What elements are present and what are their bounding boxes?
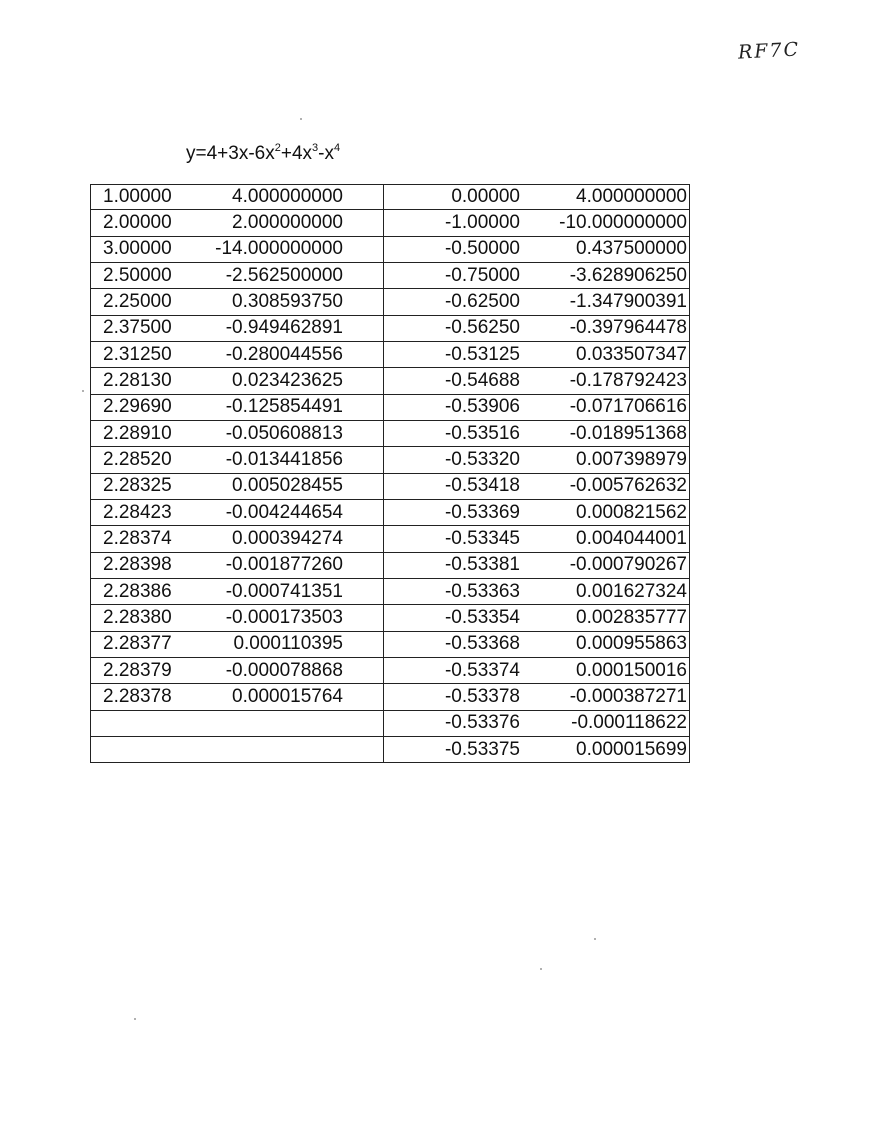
y-value-cell: -0.004244654: [225, 501, 343, 523]
table-row: [90, 711, 384, 737]
scan-speck: [594, 938, 596, 940]
exponent: 3: [312, 142, 319, 154]
x-value-cell: 3.00000: [103, 238, 172, 260]
y-value-cell: 0.308593750: [232, 290, 343, 312]
x-value-cell: 2.28380: [103, 606, 172, 628]
x-value-cell: -0.53125: [444, 343, 520, 365]
y-value-cell: 0.002835777: [576, 606, 687, 628]
iteration-table: [90, 184, 690, 763]
x-value-cell: -0.53381: [444, 554, 520, 576]
y-value-cell: -0.001877260: [225, 554, 343, 576]
positive-root-table: [90, 184, 384, 763]
y-value-cell: 0.033507347: [576, 343, 687, 365]
x-value-cell: -0.75000: [444, 264, 520, 286]
x-value-cell: 2.50000: [103, 264, 172, 286]
y-value-cell: 0.000110395: [233, 633, 343, 655]
x-value-cell: -0.50000: [444, 238, 520, 260]
y-value-cell: -14.000000000: [215, 238, 343, 260]
table-row: [90, 289, 384, 315]
y-value-cell: 0.000015699: [576, 738, 687, 760]
x-value-cell: 2.28374: [103, 527, 172, 549]
y-value-cell: -2.562500000: [225, 264, 343, 286]
table-row: [90, 605, 384, 631]
exponent: 2: [274, 142, 281, 154]
x-value-cell: 2.28379: [103, 659, 172, 681]
table-row: [384, 421, 690, 447]
y-value-cell: 0.000821562: [576, 501, 687, 523]
x-value-cell: 2.25000: [103, 290, 172, 312]
equation-heading: [186, 143, 340, 165]
x-value-cell: 2.37500: [103, 317, 172, 339]
negative-root-table: [384, 184, 690, 763]
table-row: [90, 316, 384, 342]
y-value-cell: -0.178792423: [569, 369, 687, 391]
y-value-cell: -0.949462891: [225, 317, 343, 339]
table-row: [384, 526, 690, 552]
x-value-cell: -0.62500: [444, 290, 520, 312]
table-row: [90, 368, 384, 394]
table-row: [384, 605, 690, 631]
x-value-cell: 2.29690: [103, 396, 172, 418]
y-value-cell: 4.000000000: [232, 186, 343, 208]
scan-speck: [300, 118, 302, 120]
table-row: [384, 737, 690, 763]
x-value-cell: 2.28520: [103, 448, 172, 470]
x-value-cell: 1.00000: [103, 186, 172, 208]
x-value-cell: -0.53368: [444, 633, 520, 655]
x-value-cell: 2.28325: [103, 475, 172, 497]
table-row: [384, 395, 690, 421]
y-value-cell: 0.001627324: [576, 580, 687, 602]
y-value-cell: -1.347900391: [569, 290, 687, 312]
y-value-cell: -10.000000000: [559, 211, 687, 233]
table-row: [90, 500, 384, 526]
x-value-cell: 2.28386: [103, 580, 172, 602]
table-row: [90, 184, 384, 210]
y-value-cell: 0.023423625: [232, 369, 343, 391]
table-row: [384, 342, 690, 368]
y-value-cell: -0.000741351: [225, 580, 343, 602]
y-value-cell: -0.050608813: [225, 422, 343, 444]
equation-part: y=4+3x-6x: [186, 143, 275, 164]
table-row: [384, 711, 690, 737]
x-value-cell: -0.53376: [444, 712, 520, 734]
table-row: [384, 210, 690, 236]
x-value-cell: 2.28130: [103, 369, 172, 391]
x-value-cell: 0.00000: [451, 186, 520, 208]
x-value-cell: 2.28398: [103, 554, 172, 576]
x-value-cell: -0.56250: [444, 317, 520, 339]
x-value-cell: -0.53369: [444, 501, 520, 523]
x-value-cell: 2.28377: [103, 633, 172, 655]
y-value-cell: -0.000173503: [225, 606, 343, 628]
x-value-cell: -0.53345: [444, 527, 520, 549]
x-value-cell: 2.28378: [103, 685, 172, 707]
x-value-cell: 2.00000: [103, 211, 172, 233]
y-value-cell: -0.397964478: [569, 317, 687, 339]
y-value-cell: -0.280044556: [225, 343, 343, 365]
x-value-cell: -0.53418: [444, 475, 520, 497]
x-value-cell: -0.53320: [444, 448, 520, 470]
y-value-cell: 0.000150016: [576, 659, 687, 681]
equation-part: -x: [318, 143, 334, 164]
x-value-cell: -0.53378: [444, 685, 520, 707]
y-value-cell: 2.000000000: [232, 211, 343, 233]
y-value-cell: 0.004044001: [576, 527, 687, 549]
table-row: [384, 263, 690, 289]
y-value-cell: -3.628906250: [569, 264, 687, 286]
table-row: [384, 447, 690, 473]
table-row: [384, 553, 690, 579]
y-value-cell: -0.000790267: [569, 554, 687, 576]
equation-part: +4x: [280, 143, 313, 164]
handwritten-annotation: RF7C: [737, 38, 801, 64]
y-value-cell: -0.013441856: [225, 448, 343, 470]
table-row: [384, 579, 690, 605]
table-row: [90, 447, 384, 473]
x-value-cell: -0.53374: [444, 659, 520, 681]
x-value-cell: 2.28423: [103, 501, 172, 523]
table-row: [384, 474, 690, 500]
table-row: [384, 184, 690, 210]
scan-speck: [540, 968, 542, 970]
y-value-cell: 0.005028455: [232, 475, 343, 497]
y-value-cell: 0.007398979: [576, 448, 687, 470]
table-row: [90, 210, 384, 236]
x-value-cell: 2.28910: [103, 422, 172, 444]
scan-speck: [82, 390, 84, 392]
table-row: [90, 553, 384, 579]
table-row: [90, 395, 384, 421]
y-value-cell: -0.005762632: [569, 475, 687, 497]
table-row: [90, 526, 384, 552]
x-value-cell: -0.53354: [444, 606, 520, 628]
table-row: [90, 342, 384, 368]
x-value-cell: -0.53516: [444, 422, 520, 444]
y-value-cell: -0.000078868: [225, 659, 343, 681]
table-row: [384, 658, 690, 684]
table-row: [90, 237, 384, 263]
table-row: [384, 289, 690, 315]
table-row: [384, 368, 690, 394]
table-row: [384, 684, 690, 710]
x-value-cell: -0.53906: [444, 396, 520, 418]
table-row: [90, 632, 384, 658]
x-value-cell: -0.53363: [444, 580, 520, 602]
x-value-cell: -0.53375: [444, 738, 520, 760]
x-value-cell: 2.31250: [103, 343, 172, 365]
table-row: [90, 684, 384, 710]
y-value-cell: -0.000118622: [571, 712, 687, 734]
exponent: 4: [333, 142, 341, 154]
x-value-cell: -1.00000: [444, 211, 520, 233]
table-row: [90, 737, 384, 763]
table-row: [90, 658, 384, 684]
y-value-cell: 0.000015764: [232, 685, 343, 707]
y-value-cell: -0.000387271: [569, 685, 687, 707]
x-value-cell: -0.54688: [444, 369, 520, 391]
y-value-cell: 0.437500000: [576, 238, 687, 260]
table-row: [90, 579, 384, 605]
y-value-cell: 4.000000000: [576, 186, 687, 208]
y-value-cell: 0.000955863: [576, 633, 687, 655]
table-row: [90, 474, 384, 500]
y-value-cell: -0.018951368: [569, 422, 687, 444]
table-row: [90, 263, 384, 289]
y-value-cell: -0.071706616: [569, 396, 687, 418]
y-value-cell: 0.000394274: [232, 527, 343, 549]
scan-speck: [134, 1018, 136, 1020]
y-value-cell: -0.125854491: [225, 396, 343, 418]
table-row: [384, 632, 690, 658]
table-row: [90, 421, 384, 447]
table-row: [384, 237, 690, 263]
table-row: [384, 500, 690, 526]
table-row: [384, 316, 690, 342]
